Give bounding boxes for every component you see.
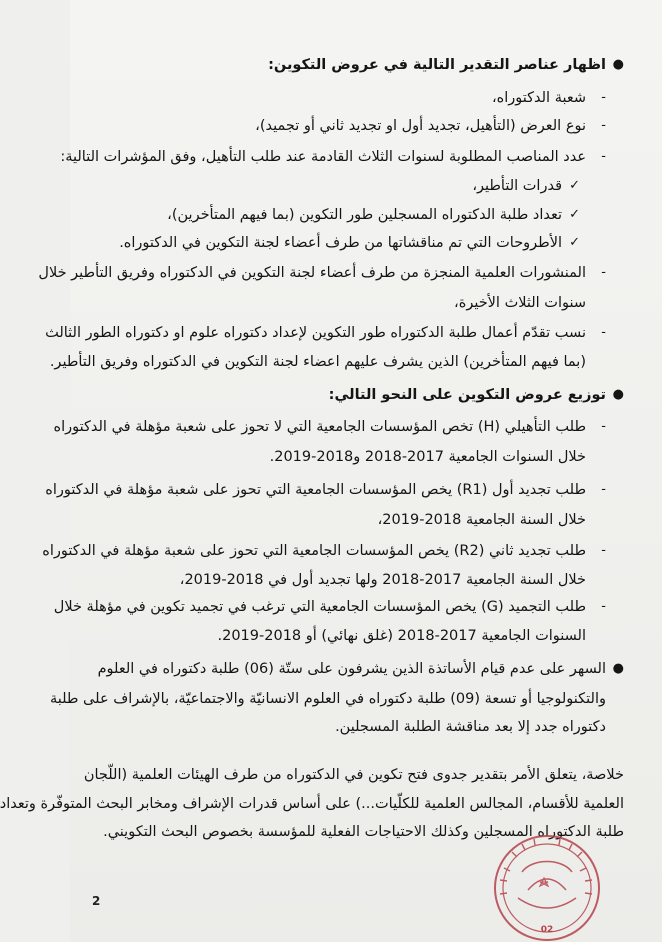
dash-marker: -: [601, 325, 606, 340]
list-item-text: نسب تقدّم أعمال طلبة الدكتوراه طور التكوين لإعداد دكتوراه علوم او دكتوراه الطور الثالث: [45, 325, 586, 341]
dash-marker: -: [601, 118, 606, 133]
check-icon: ✓: [569, 178, 580, 193]
list-item-text: خلال السنوات الجامعية 2017-2018 و2018-2019.: [269, 449, 586, 465]
section2-heading: توزيع عروض التكوين على النحو التالي:: [328, 387, 606, 403]
list-item-text: سنوات الثلاث الأخيرة،: [454, 295, 586, 311]
stamp-number: 02: [540, 925, 554, 935]
list-item-text: شعبة الدكتوراه،: [491, 90, 586, 106]
official-stamp-seal: [482, 828, 612, 942]
list-item-text: طلب التأهيلي (H) تخص المؤسسات الجامعية التي لا تحوز على شعبة مؤهلة في الدكتوراه: [53, 419, 586, 435]
conclusion-text: طلبة الدكتوراه المسجلين وكذلك الاحتياجات الفعلية للمؤسسة بخصوص البحث التكويني.: [103, 824, 624, 840]
dash-marker: -: [601, 90, 606, 105]
list-item-text: طلب تجديد ثاني (R2) يخص المؤسسات الجامعية التي تحوز على شعبة مؤهلة في الدكتوراه: [42, 543, 586, 559]
list-item-text: (بما فيهم المتأخرين) الذين يشرف عليهم اعضاء لجنة التكوين في الدكتوراه وفريق التأطير.: [49, 354, 586, 370]
bullet-marker: ●: [612, 661, 624, 676]
list-item-text: نوع العرض (التأهيل، تجديد أول او تجديد ثاني أو تجميد)،: [255, 118, 586, 134]
list-item-text: طلب تجديد أول (R1) يخص المؤسسات الجامعية التي تحوز على شعبة مؤهلة في الدكتوراه: [45, 482, 586, 498]
dash-marker: -: [601, 599, 606, 614]
list-item-text: عدد المناصب المطلوبة لسنوات الثلاث القادمة عند طلب التأهيل، وفق المؤشرات التالية:: [60, 149, 586, 165]
section1-heading: اظهار عناصر التقدير التالية في عروض التكوين:: [268, 57, 606, 73]
conclusion-text: العلمية للأقسام، المجالس العلمية للكلّيات...) على أساس قدرات الإشراف ومخابر البحث المتوفّرة وتعداد: [0, 796, 624, 812]
dash-marker: -: [601, 265, 606, 280]
section3-text: دكتوراه جدد إلا بعد مناقشة الطلبة المسجلين.: [335, 719, 606, 735]
list-item-text: المنشورات العلمية المنجزة من طرف أعضاء لجنة التكوين في الدكتوراه وفريق التأطير خلال: [38, 265, 586, 281]
dash-marker: -: [601, 149, 606, 164]
section3-text: السهر على عدم قيام الأساتذة الذين يشرفون على ستّة (06) طلبة دكتوراه في العلوم: [97, 661, 606, 677]
check-icon: ✓: [569, 235, 580, 250]
sub-list-item-text: قدرات التأطير،: [472, 178, 562, 194]
sub-list-item-text: تعداد طلبة الدكتوراه المسجلين طور التكوين (بما فيهم المتأخرين)،: [167, 207, 562, 223]
bullet-marker: ●: [612, 57, 624, 72]
dash-marker: -: [601, 543, 606, 558]
dash-marker: -: [601, 482, 606, 497]
list-item-text: طلب التجميد (G) يخص المؤسسات الجامعية التي ترغب في تجميد تكوين في مؤهلة خلال: [53, 599, 586, 615]
bullet-marker: ●: [612, 387, 624, 402]
page-number: 2: [92, 894, 101, 908]
section3-text: والتكنولوجيا أو تسعة (09) طلبة دكتوراه في العلوم الانسانيّة والاجتماعيّة، بالإشراف على طلبة: [49, 691, 606, 707]
list-item-text: خلال السنة الجامعية 2017-2018 ولها تجديد أول في 2018-2019،: [179, 572, 586, 588]
dash-marker: -: [601, 419, 606, 434]
list-item-text: خلال السنة الجامعية 2018-2019،: [377, 512, 586, 528]
list-item-text: السنوات الجامعية 2017-2018 (غلق نهائي) أو 2018-2019.: [217, 628, 586, 644]
conclusion-text: خلاصة، يتعلق الأمر بتقدير جدوى فتح تكوين في الدكتوراه من طرف الهيئات العلمية (اللّجان: [83, 767, 624, 783]
check-icon: ✓: [569, 207, 580, 222]
sub-list-item-text: الأطروحات التي تم مناقشاتها من طرف أعضاء لجنة التكوين في الدكتوراه.: [119, 235, 562, 251]
